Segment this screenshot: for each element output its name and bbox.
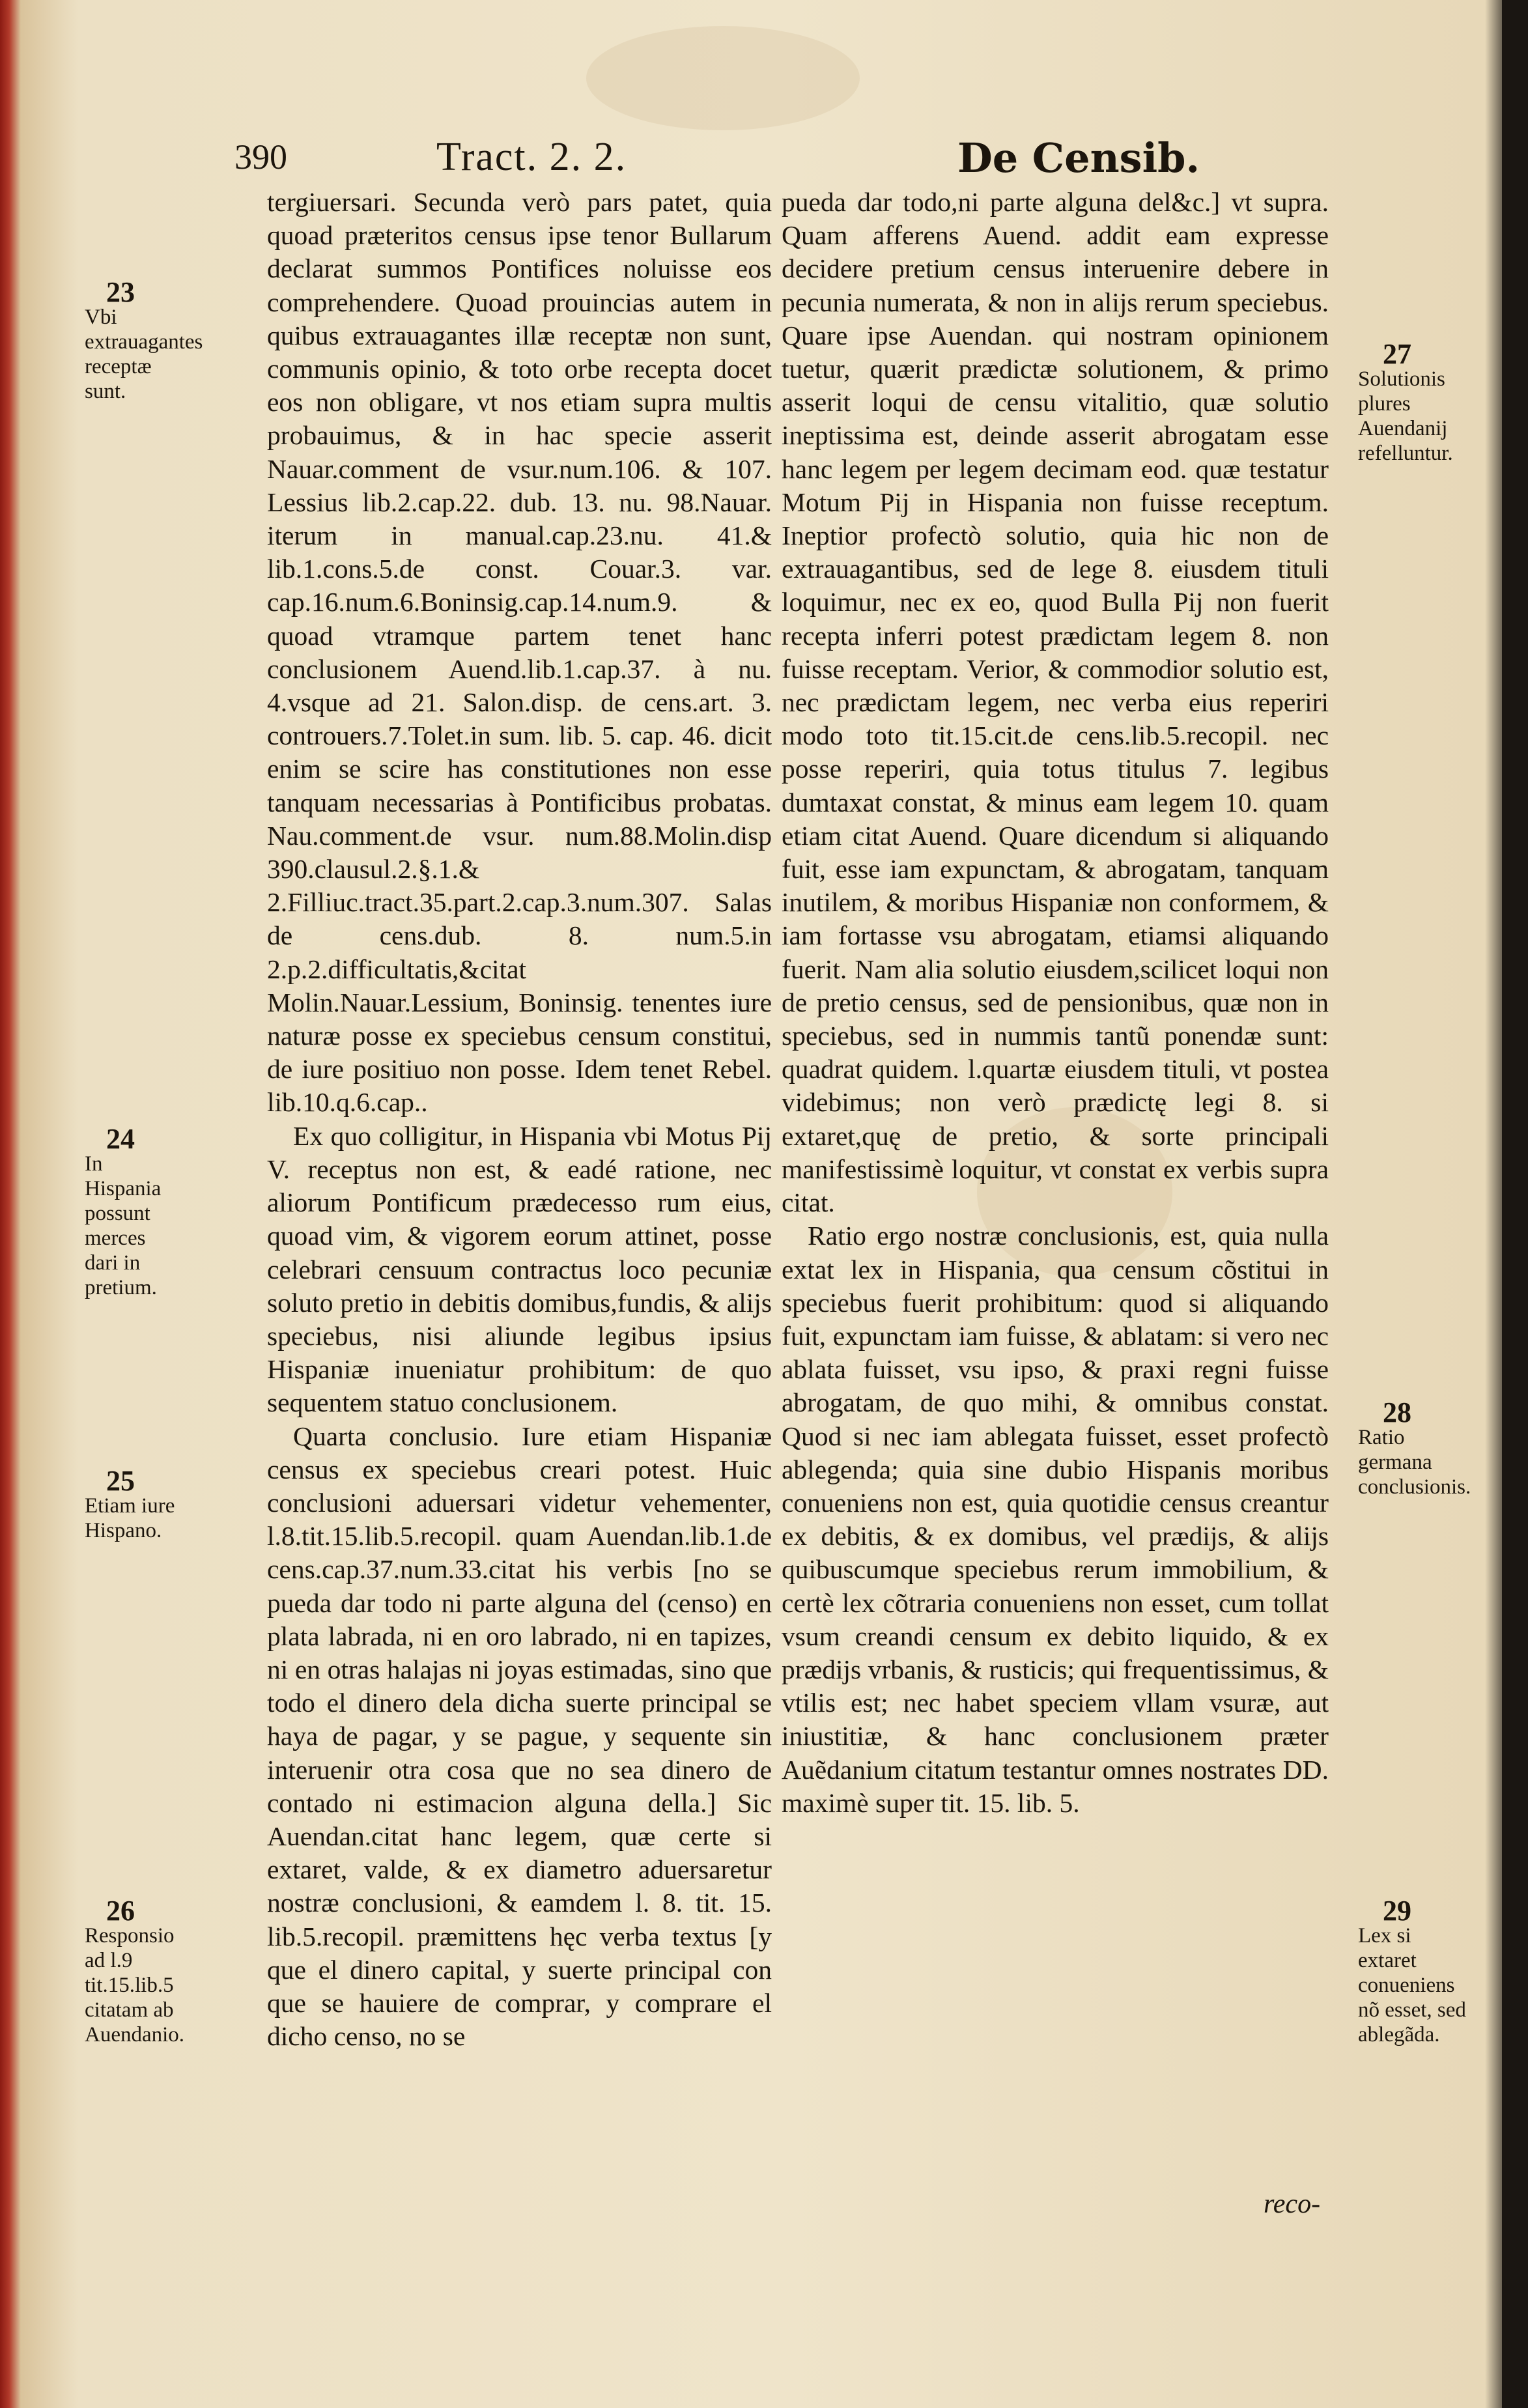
running-title-right: De Censib. — [957, 134, 1200, 182]
margin-note-number: 27 — [1383, 338, 1411, 370]
margin-note-left — [85, 1465, 182, 1543]
page-header — [228, 134, 1361, 189]
margin-note-left — [85, 1895, 185, 2047]
margin-note-number: 29 — [1383, 1895, 1411, 1927]
margin-note-text: Lex si extaret conueniens nõ esset, sed ablegãda. — [1358, 1924, 1466, 2047]
margin-note-number: 28 — [1383, 1396, 1411, 1428]
right-paragraph: Ratio ergo nostræ conclusionis, est, quia nulla extat lex in Hispania, qua censum cõstitui in speciebus fuerit prohibitum: quod si aliquando fuit, expunctam iam fuisse, & ablatam: si vero nec ablata fuisset, vsu ipso, & praxi regni fuisse abrogatam, de quo mihi, & omnibus constat. Quod si nec iam ablegata fuisset, esset profectò ablegenda; quia sine dubio Hispanis moribus conueniens non est, quia quotidie census creantur ex debitis, & ex domibus, vel prædijs, & alijs quibuscumque speciebus rerum immobilium, & certè lex cõtraria conueniens non esset, cum tollat vsum creandi censum ex debito liquido, & ex prædijs vrbanis, & rusticis; qui frequentissimus, & vtilis est; nec habet speciem vllam vsuræ, aut iniustitiæ, & hanc conclusionem præter Auẽdanium citatum testantur omnes nostrates DD. maximè super tit. 15. lib. 5. — [782, 1221, 1329, 1818]
left-paragraph: tergiuersari. Secunda verò pars patet, quia quoad præteritos census ipse tenor Bullarum declarat summos Pontifices noluisse eos comprehendere. Quoad prouincias autem in quibus extrauagantes illæ receptæ non sunt, communis opinio, & toto orbe recepta docet eos non obligare, vt nos etiam supra multis probauimus, & in hac specie asserit Nauar.comment de vsur.num.106. & 107. Lessius lib.2.cap.22. dub. 13. nu. 98.Nauar. iterum in manual.cap.23.nu. 41.& lib.1.cons.5.de const. Couar.3. var. cap.16.num.6.Boninsig.cap.14.num.9. & quoad vtramque partem tenet hanc conclusionem Auend.lib.1.cap.37. à nu. 4.vsque ad 21. Salon.disp. de cens.art. 3. controuers.7.Tolet.in sum. lib. 5. cap. 46. dicit enim se scire has constitutiones non esse tanquam necessarias à Pontificibus probatas. Nau.comment.de vsur. num.88.Molin.disp 390.clausul.2.§.1.& 2.Filliuc.tract.35.part.2.cap.3.num.307. Salas de cens.dub. 8. num.5.in 2.p.2.difficultatis,&citat Molin.Nauar.Lessium, Boninsig. tenentes iure naturæ posse ex speciebus censum constitui, de iure positiuo non posse. Idem tenet Rebel. lib.10.q.6.cap.. — [267, 187, 772, 1118]
right-paragraph: pueda dar todo,ni parte alguna del&c.] vt supra. Quam afferens Auend. addit eam expresse decidere pretium census interuenire debere in pecunia numerata, & non in alijs rerum speciebus. Quare ipse Auendan. qui nostram opinionem tuetur, quærit prædictæ solutionem, & primo asserit loqui de censu vitalitio, quæ solutio ineptissima est, deinde asserit abrogatam esse hanc legem per legem decimam eod. quæ testatur Motum Pij in Hispania non fuisse receptum. Ineptior profectò solutio, quia hic non de extrauagantibus, sed de lege 8. eiusdem tituli loquimur, nec ex eo, quod Bulla Pij non fuerit recepta inferri potest prædictam legem 8. non fuisse receptam. Verior, & commodior solutio est, nec prædictam legem, nec verba eius reperiri modo toto tit.15.cit.de cens.lib.5.recopil. nec posse reperiri, quia totus titulus 7. legibus dumtaxat constat, & minus eam legem 10. quam etiam citat Auend. Quare dicendum si aliquando fuit, esse iam expunctam, & abrogatam, tanquam inutilem, & moribus Hispaniæ non conformem, & iam fortasse vsu abrogatam, etiamsi aliquando fuerit. Nam alia solutio eiusdem,scilicet loqui non de pretio census, sed de pensionibus, quæ non in speciebus, sed in nummis tantũ ponendæ sunt: quadrat quidem. l.quartæ eiusdem tituli, vt postea videbimus; non verò prædictę legi 8. si extaret,quę de pretio, & sorte principali manifestissimè loquitur, vt constat ex verbis supra citat. — [782, 187, 1329, 1218]
margin-note-text: Solutionis plures Auendanij refelluntur. — [1358, 367, 1453, 465]
running-title-left: Tract. 2. 2. — [436, 135, 627, 179]
margin-note-number: 24 — [106, 1123, 135, 1155]
left-paragraph: Quarta conclusio. Iure etiam Hispaniæ census ex speciebus creari potest. Huic conclusioni aduersari videtur vehementer, l.8.tit.15.lib.5.recopil. quam Auendan.lib.1.de cens.cap.37.num.33.citat his verbis [no se pueda dar todo ni parte alguna del (censo) en plata labrada, ni en oro labrado, ni en tapizes, ni en otras halajas ni joyas estimadas, sino que todo el dinero dela dicha suerte principal se haya de pagar, y se pague, y sequente sin interuenir otra cosa que no sea dinero de contado ni estimacion alguna della.] Sic Auendan.citat hanc legem, quæ certe si extaret, valde, & ex diametro aduersaretur nostræ conclusioni, & eamdem l. 8. tit. 15. lib.5.recopil. præmittens hęc verba textus [y que el dinero capital, y suerte principal con que se hauiere de comprar, y comprare el dicho censo, no se — [267, 1421, 772, 2052]
paper-stain — [586, 26, 860, 130]
catchword: reco- — [1264, 2189, 1321, 2219]
margin-note-left — [85, 276, 203, 404]
margin-note-text: In Hispania possunt merces dari in pretium. — [85, 1152, 162, 1299]
margin-note-text: Ratio germana conclusionis. — [1358, 1426, 1471, 1499]
margin-note-right — [1358, 1396, 1471, 1499]
left-paragraph: Ex quo colligitur, in Hispania vbi Motus Pij V. receptus non est, & eadé ratione, nec aliorum Pontificum prædecesso rum eius, quoad vim, & vigorem eorum attinet, posse celebrari censuum contractus loco pecuniæ soluto pretio in debitis domibus,fundis, & alijs speciebus, nisi aliunde legibus ipsius Hispaniæ inueniatur prohibitum: de quo sequentem statuo conclusionem. — [267, 1120, 772, 1418]
left-column — [267, 186, 772, 2053]
margin-note-text: Etiam iure Hispano. — [85, 1494, 175, 1542]
margin-note-text: Responsio ad l.9 tit.15.lib.5 citatam ab Auendanio. — [85, 1924, 185, 2047]
margin-note-number: 25 — [106, 1465, 135, 1497]
margin-note-right — [1358, 338, 1469, 466]
margin-note-left — [85, 1123, 182, 1300]
margin-note-number: 26 — [106, 1895, 135, 1927]
margin-note-right — [1358, 1895, 1469, 2047]
margin-note-number: 23 — [106, 276, 135, 308]
book-edge — [1502, 0, 1528, 2408]
right-column — [782, 186, 1329, 1820]
margin-note-text: Vbi extrauagantes receptæ sunt. — [85, 305, 203, 403]
page-number: 390 — [234, 137, 287, 177]
